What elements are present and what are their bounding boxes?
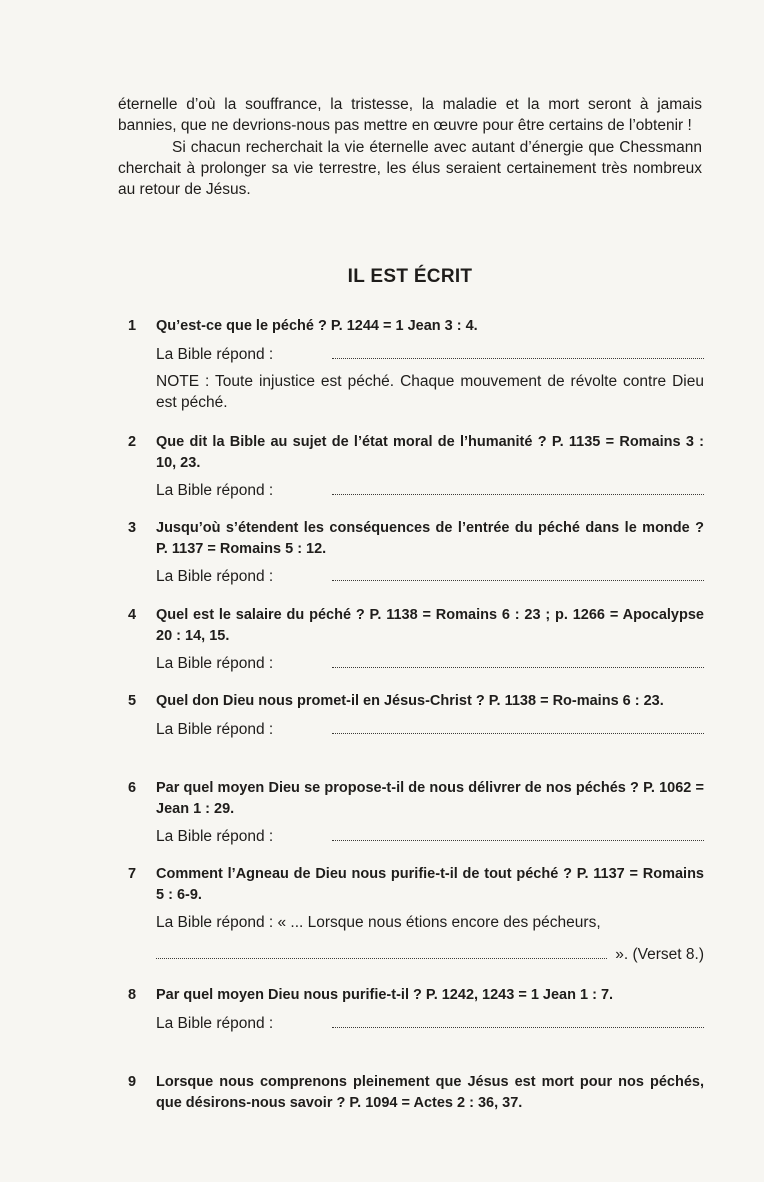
- question-text: Qu’est-ce que le péché ? P. 1244 = 1 Jean 3 : 4.: [156, 318, 478, 334]
- question-8: [128, 985, 704, 1034]
- question-number: 2: [128, 434, 137, 450]
- question-text: Que dit la Bible au sujet de l’état moral de l’humanité ? P. 1135 = Romains 3 : 10, 23.: [156, 434, 704, 471]
- answer-line: [156, 344, 704, 365]
- question-7: [128, 864, 704, 965]
- question-3: [128, 518, 704, 587]
- question-text: Par quel moyen Dieu nous purifie-t-il ? P. 1242, 1243 = 1 Jean 1 : 7.: [156, 987, 614, 1003]
- answer-line: [156, 566, 704, 587]
- question-text: Quel don Dieu nous promet-il en Jésus-Christ ? P. 1138 = Ro-mains 6 : 23.: [156, 693, 664, 709]
- answer-label: La Bible répond :: [156, 828, 274, 845]
- question-number: 5: [128, 693, 137, 709]
- question-2: [128, 432, 704, 501]
- question-number: 3: [128, 520, 137, 536]
- question-9: [128, 1072, 704, 1113]
- answer-line: [156, 1013, 704, 1034]
- question-5: [128, 691, 704, 740]
- answer-quote: La Bible répond : « ... Lorsque nous étions encore des pécheurs,: [156, 914, 601, 931]
- question-number: 8: [128, 987, 137, 1003]
- question-1: [128, 316, 704, 413]
- question-6: [128, 778, 704, 847]
- intro-paragraph-2: Si chacun recherchait la vie éternelle avec autant d’énergie que Chessmann cherchait à prolonger sa vie terrestre, les élus seraient certainement très nombreux au retour de Jésus.: [118, 138, 702, 199]
- answer-blank[interactable]: [332, 357, 704, 359]
- intro-paragraph-1: éternelle d’où la souffrance, la tristesse, la maladie et la mort seront à jamais bannies, que ne devrions-nous pas mettre en œuvre pour être certains de l’obtenir !: [118, 96, 702, 135]
- answer-blank[interactable]: [156, 957, 607, 959]
- section-heading: IL EST ÉCRIT: [347, 266, 473, 287]
- answer-verse-reference: ». (Verset 8.): [615, 946, 704, 963]
- answer-blank[interactable]: [332, 839, 704, 841]
- answer-label: La Bible répond :: [156, 482, 274, 499]
- question-text: Lorsque nous comprenons pleinement que Jésus est mort pour nos péchés, que désirons-nous savoir ? P. 1094 = Actes 2 : 36, 37.: [156, 1074, 704, 1111]
- question-number: 9: [128, 1074, 137, 1090]
- question-text: Comment l’Agneau de Dieu nous purifie-t-il de tout péché ? P. 1137 = Romains 5 : 6-9.: [156, 866, 704, 903]
- answer-label: La Bible répond :: [156, 345, 274, 363]
- question-note: NOTE : Toute injustice est péché. Chaque mouvement de révolte contre Dieu est péché.: [156, 372, 704, 411]
- answer-label: La Bible répond :: [156, 1014, 274, 1032]
- answer-line: [156, 480, 704, 501]
- intro-text: [118, 94, 702, 200]
- answer-blank[interactable]: [332, 1026, 704, 1028]
- answer-blank[interactable]: [332, 493, 704, 495]
- question-number: 7: [128, 866, 137, 882]
- question-4: [128, 605, 704, 674]
- answer-label: La Bible répond :: [156, 655, 274, 672]
- answer-line: [156, 719, 704, 740]
- answer-blank[interactable]: [332, 666, 704, 668]
- answer-blank[interactable]: [332, 579, 704, 581]
- question-text: Quel est le salaire du péché ? P. 1138 = Romains 6 : 23 ; p. 1266 = Apocalypse 20 : 14, 15.: [156, 607, 704, 644]
- question-text: Jusqu’où s’étendent les conséquences de l’entrée du péché dans le monde ? P. 1137 = Romains 5 : 12.: [156, 520, 704, 557]
- answer-label: La Bible répond :: [156, 568, 274, 585]
- question-number: 4: [128, 607, 137, 623]
- answer-line: [156, 944, 704, 965]
- question-text: Par quel moyen Dieu se propose-t-il de nous délivrer de nos péchés ? P. 1062 = Jean 1 : 29.: [156, 780, 704, 817]
- question-number: 1: [128, 318, 137, 334]
- question-number: 6: [128, 780, 137, 796]
- answer-label: La Bible répond :: [156, 720, 274, 738]
- answer-line: [156, 653, 704, 674]
- answer-line: [156, 826, 704, 847]
- answer-blank[interactable]: [332, 732, 704, 734]
